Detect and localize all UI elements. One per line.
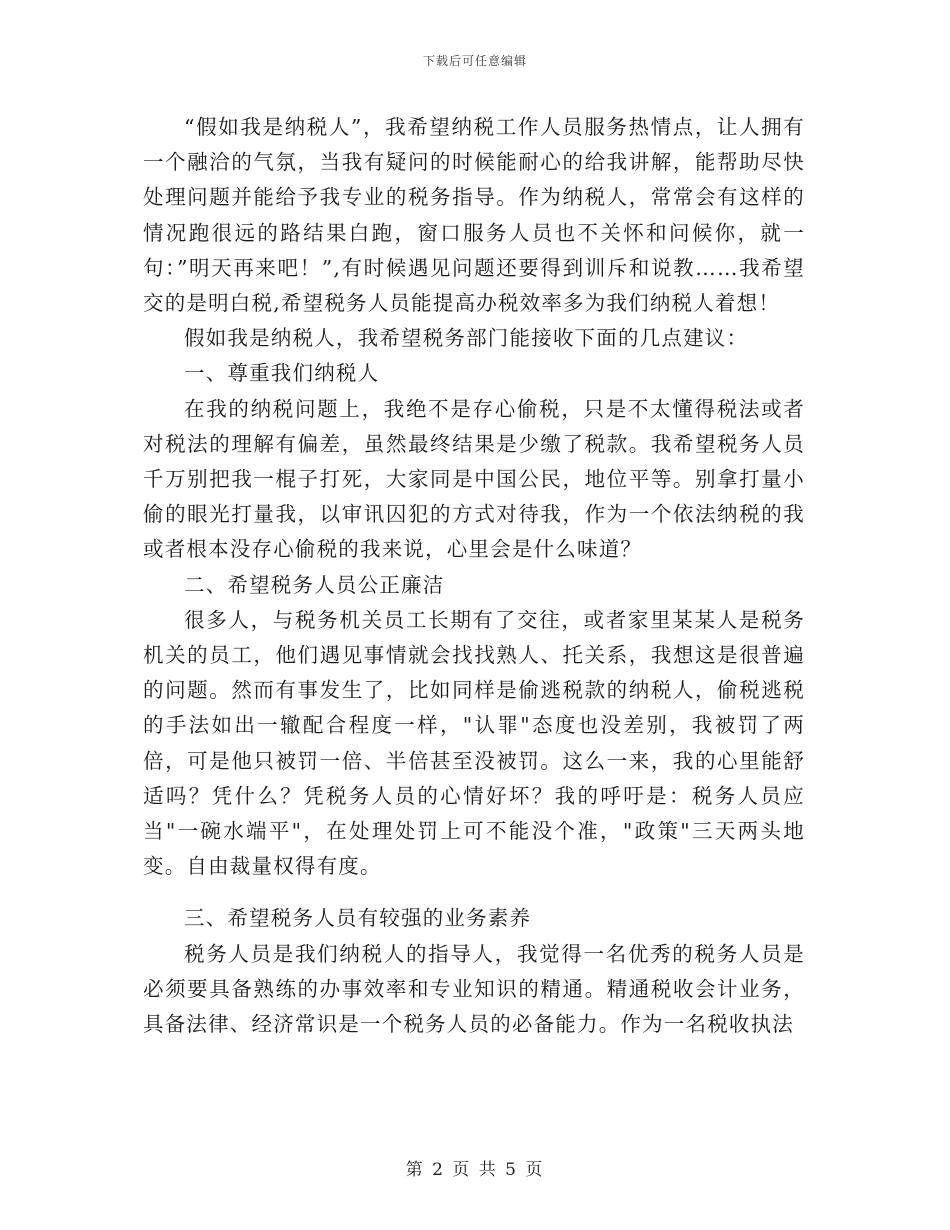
page-number: 第 2 页 共 5 页 <box>405 1160 545 1180</box>
section-heading-1: 一、尊重我们纳税人 <box>184 361 380 386</box>
section-heading-3: 三、希望税务人员有较强的业务素养 <box>184 906 532 931</box>
paragraph-section-3: 税务人员是我们纳税人的指导人，我觉得一名优秀的税务人员是必须要具备熟练的办事效率和专业知识的精通。精通税收会计业务，具备法律、经济常识是一个税务人员的必备能力。作为一名税收执法 <box>143 941 805 1037</box>
section-heading-2: 二、希望税务人员公正廉洁 <box>184 572 445 597</box>
paragraph-suggestions-lead: 假如我是纳税人，我希望税务部门能接收下面的几点建议： <box>184 326 749 351</box>
paragraph-intro: “假如我是纳税人”，我希望纳税工作人员服务热情点，让人拥有一个融洽的气氛，当我有疑问的时候能耐心的给我讲解，能帮助尽快处理问题并能给予我专业的税务指导。作为纳税人，常常会有这样的情况跑很远的路结果白跑，窗口服务人员也不关怀和问候你，就一句：”明天再来吧！”,有时候遇见问题还要得到训斥和说教……我希望交的是明白税,希望税务人员能提高办税效率多为我们纳税人着想！ <box>143 115 805 316</box>
paragraph-section-1: 在我的纳税问题上，我绝不是存心偷税，只是不太懂得税法或者对税法的理解有偏差，虽然最终结果是少缴了税款。我希望税务人员千万别把我一棍子打死，大家同是中国公民，地位平等。别拿打量小偷的眼光打量我，以审讯囚犯的方式对待我，作为一个依法纳税的我或者根本没存心偷税的我来说，心里会是什么味道？ <box>143 396 805 562</box>
paragraph-section-2: 很多人，与税务机关员工长期有了交往，或者家里某某人是税务机关的员工，他们遇见事情就会找找熟人、托关系，我想这是很普遍的问题。然而有事发生了，比如同样是偷逃税款的纳税人，偷税逃税的手法如出一辙配合程度一样，"认罪"态度也没差别，我被罚了两倍，可是他只被罚一倍、半倍甚至没被罚。这么一来，我的心里能舒适吗？凭什么？凭税务人员的心情好坏？我的呼吁是：税务人员应当"一碗水端平"，在处理处罚上可不能没个准，"政策"三天两头地变。自由裁量权得有度。 <box>143 607 805 879</box>
page-header-note: 下载后可任意编辑 <box>422 54 527 68</box>
document-body <box>143 110 805 1042</box>
